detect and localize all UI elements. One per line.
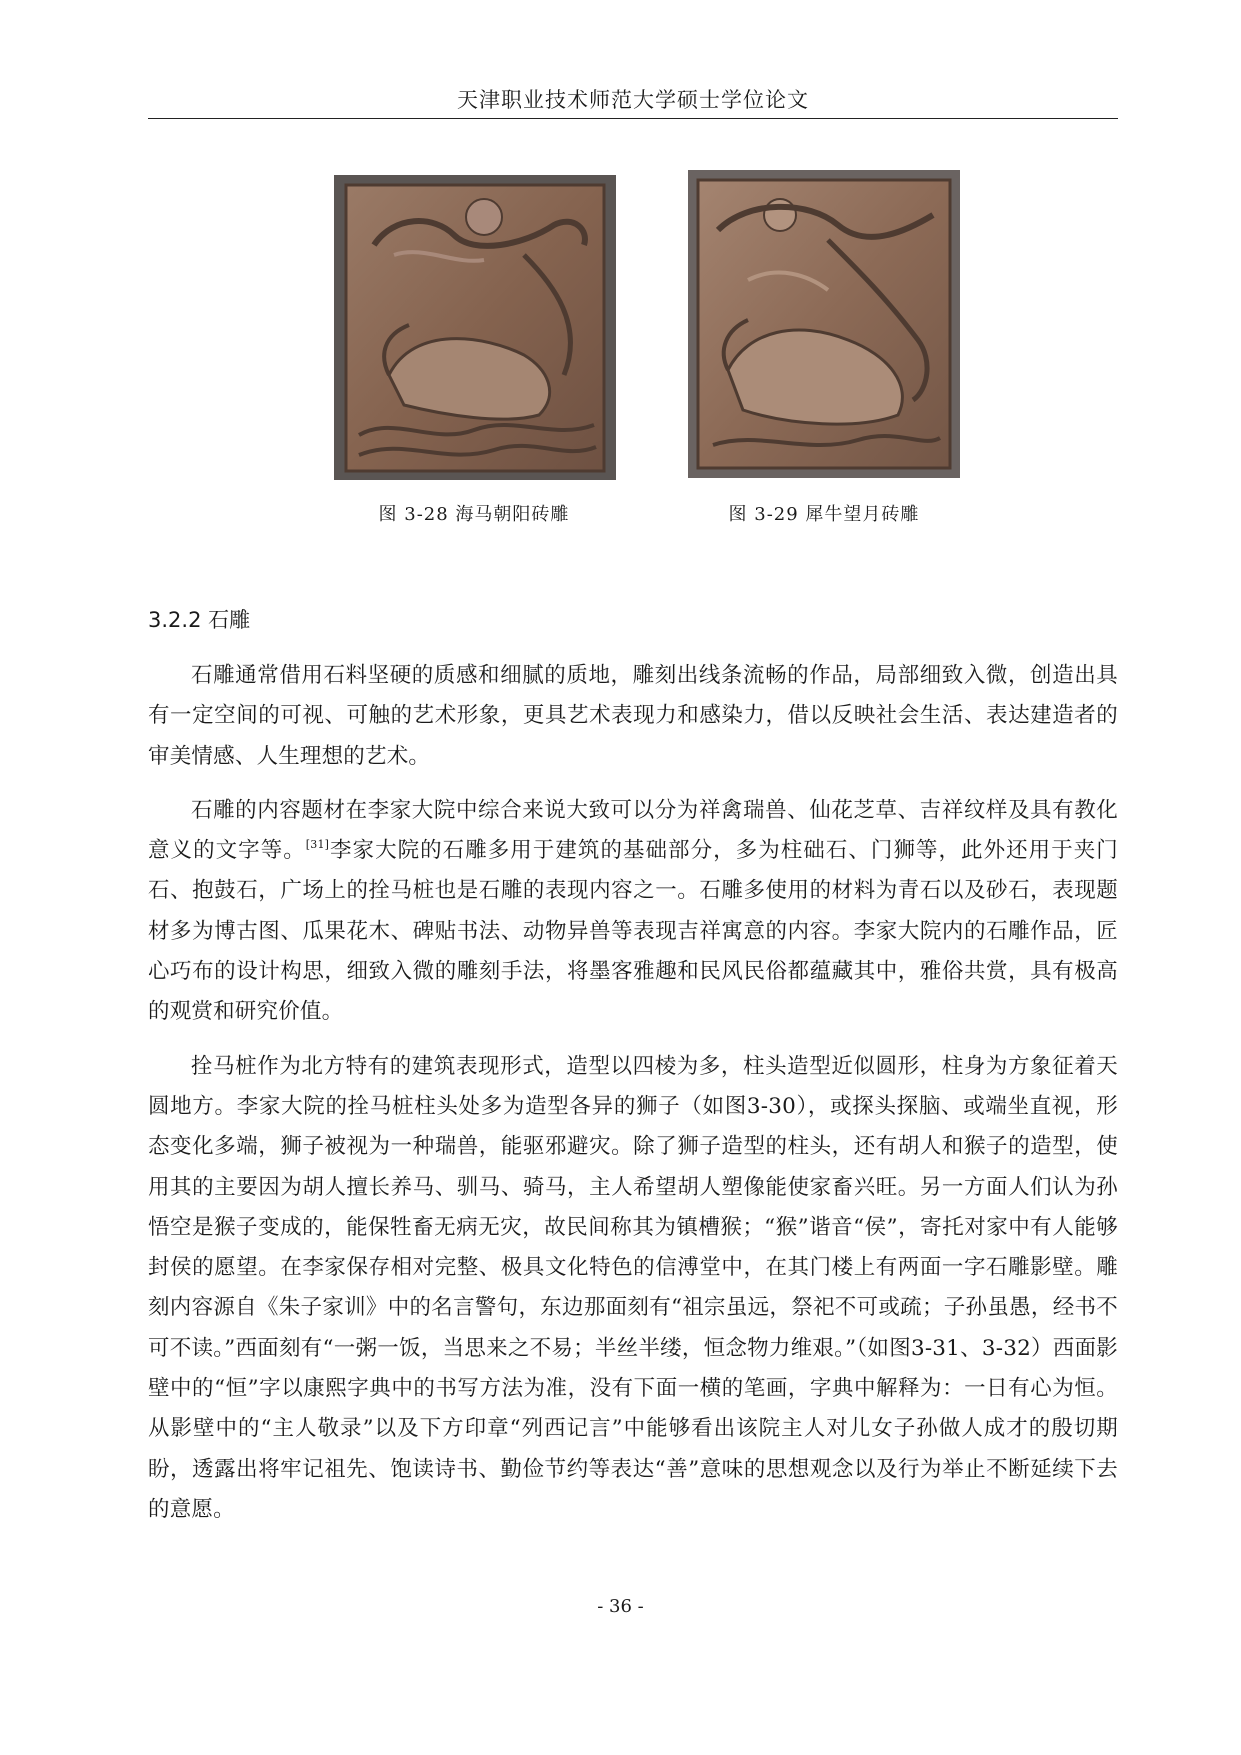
figure-rhino-brick-carving [688, 170, 960, 478]
paragraph-1: 石雕通常借用石料坚硬的质感和细腻的质地，雕刻出线条流畅的作品，局部细致入微，创造出具有一定空间的可视、可触的艺术形象，更具艺术表现力和感染力，借以反映社会生活、表达建造者的审美情感、人生理想的艺术。 [148, 663, 1118, 769]
running-header: 天津职业技术师范大学硕士学位论文 [457, 88, 809, 112]
paragraph-2-after: 李家大院的石雕多用于建筑的基础部分，多为柱础石、门狮等，此外还用于夹门石、抱鼓石，广场上的拴马桩也是石雕的表现内容之一。石雕多使用的材料为青石以及砂石，表现题材多为博古图、瓜果花木、碑贴书法、动物异兽等表现吉祥寓意的内容。李家大院内的石雕作品，匠心巧布的设计构思，细致入微的雕刻手法，将墨客雅趣和民风民俗都蕴藏其中，雅俗共赏，具有极高的观赏和研究价值。 [148, 838, 1118, 1025]
figure-caption-3-28: 图 3-28 海马朝阳砖雕 [378, 504, 570, 525]
page-number: - 36 - [597, 1596, 644, 1617]
header-rule [148, 118, 1118, 119]
paragraph-2-before: 石雕的内容题材在李家大院中综合来说大致可以分为祥禽瑞兽、仙花芝草、吉祥纹样及具有教化意义的文字等。 [148, 797, 1118, 864]
section-heading: 3.2.2 石雕 [148, 608, 251, 632]
citation-31: [31] [305, 838, 330, 852]
body-text [148, 656, 1118, 1544]
paragraph-3: 拴马桩作为北方特有的建筑表现形式，造型以四棱为多，柱头造型近似圆形，柱身为方象征着天圆地方。李家大院的拴马桩柱头处多为造型各异的狮子（如图3-30），或探头探脑、或端坐直视，形态变化多端，狮子被视为一种瑞兽，能驱邪避灾。除了狮子造型的柱头，还有胡人和猴子的造型，使用其的主要因为胡人擅长养马、驯马、骑马，主人希望胡人塑像能使家畜兴旺。另一方面人们认为孙悟空是猴子变成的，能保牲畜无病无灾，故民间称其为镇槽猴；“猴”谐音“侯”，寄托对家中有人能够封侯的愿望。在李家保存相对完整、极具文化特色的信溥堂中，在其门楼上有两面一字石雕影壁。雕刻内容源自《朱子家训》中的名言警句，东边那面刻有“祖宗虽远，祭祀不可或疏；子孙虽愚，经书不可不读。”西面刻有“一粥一饭，当思来之不易；半丝半缕，恒念物力维艰。”（如图3-31、3-32）西面影壁中的“恒”字以康熙字典中的书写方法为准，没有下面一横的笔画，字典中解释为：一日有心为恒。从影壁中的“主人敬录”以及下方印章“列西记言”中能够看出该院主人对儿女子孙做人成才的殷切期盼，透露出将牢记祖先、饱读诗书、勤俭节约等表达“善”意味的思想观念以及行为举止不断延续下去的意愿。 [148, 1053, 1118, 1522]
figure-seahorse-brick-carving [334, 175, 616, 480]
paragraph-2 [148, 791, 1118, 1033]
figure-caption-3-29: 图 3-29 犀牛望月砖雕 [728, 504, 920, 525]
